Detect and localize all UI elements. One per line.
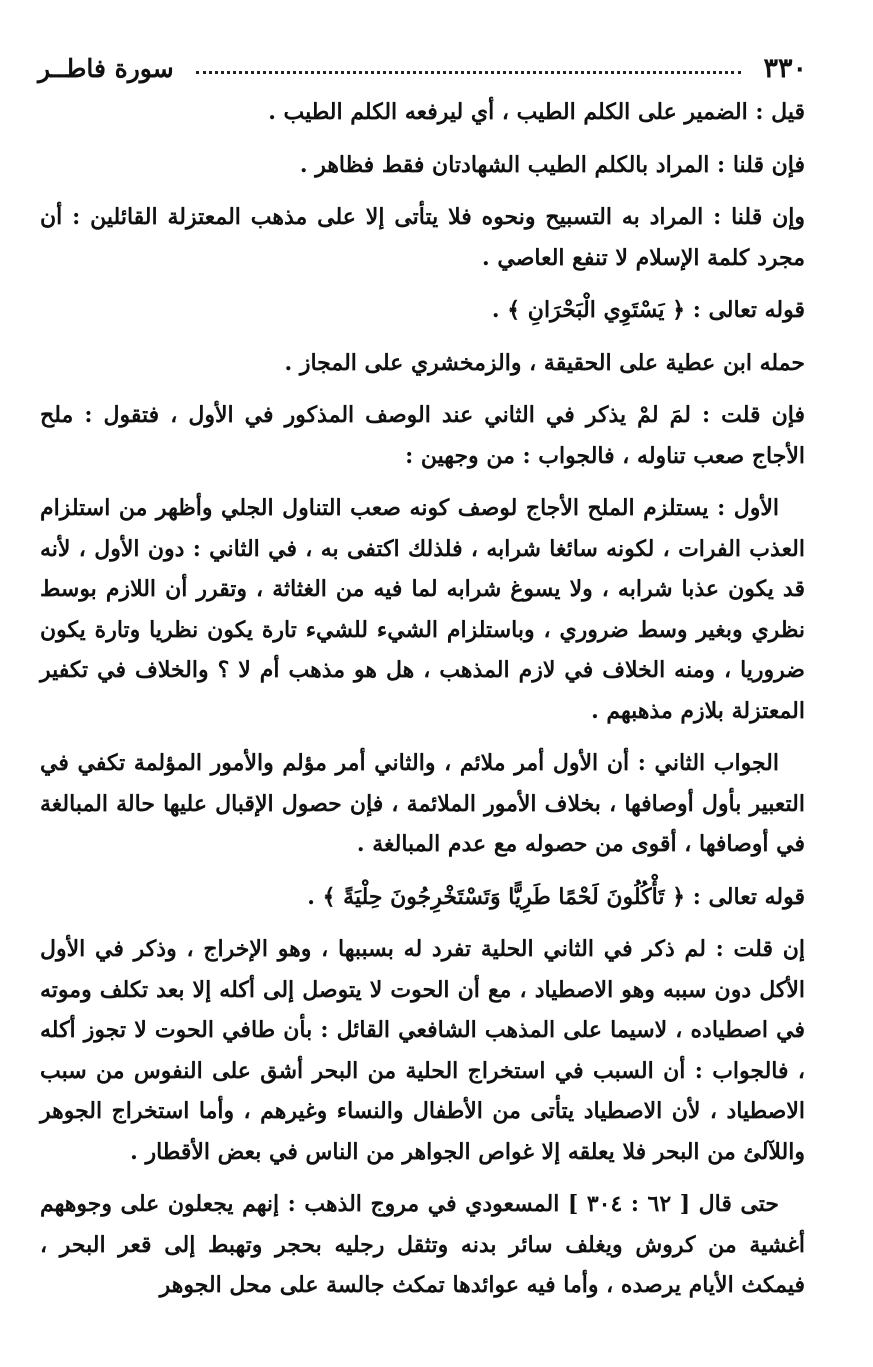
paragraph: الأول : يستلزم الملح الأجاج لوصف كونه صعب التناول الجلي وأظهر من استلزام العذب الفرات ، لكونه سائغا شرابه ، فلذلك اكتفى به ، في الثاني : دون الأول ، لأنه قد يكون عذبا شرابه ، ولا يسوغ شرابه لما فيه من الغثاثة ، وتقرر أن اللازم بوسط نظري وبغير وسط ضروري ، وباستلزام الشيء للشيء تارة يكون نظريا وتارة يكون ضروريا ، ومنه الخلاف في لازم المذهب ، هل هو مذهب أم لا ؟ والخلاف في تكفير المعتزلة بلازم مذهبهم . — [40, 495, 805, 724]
paragraph: قيل : الضمير على الكلم الطيب ، أي ليرفعه الكلم الطيب . — [268, 99, 805, 125]
verse-paragraph: قوله تعالى : ﴿ تَأْكُلُونَ لَحْمًا طَرِيًّا وَتَسْتَخْرِجُونَ حِلْيَةً ﴾ . — [307, 883, 805, 910]
paragraph: الجواب الثاني : أن الأول أمر ملائم ، والثاني أمر مؤلم والأمور المؤلمة تكفي في التعبير بأول أوصافها ، بخلاف الأمور الملائمة ، فإن حصول الإقبال عليها حالة المبالغة في أوصافها ، أقوى من حصوله مع عدم المبالغة . — [40, 750, 805, 857]
paragraph: حمله ابن عطية على الحقيقة ، والزمخشري على المجاز . — [284, 349, 805, 376]
page-header — [38, 48, 807, 88]
paragraph: حتى قال [ ٦٢ : ٣٠٤ ] المسعودي في مروج الذهب : إنهم يجعلون على وجوههم أغشية من كروش ويغلف سائر بدنه وتثقل رجليه بحجر وتهبط إلى قعر البحر ، فيمكث الأيام يرصده ، وأما فيه عوائدها تمكث جالسة على محل الجوهر — [40, 1191, 805, 1298]
surah-title: سورة فاطــر — [38, 53, 174, 83]
page-body — [40, 92, 805, 1318]
verse-paragraph: قوله تعالى : ﴿ يَسْتَوِي الْبَحْرَانِ ﴾ . — [491, 297, 805, 323]
paragraph: فإن قلت : لمَ لمْ يذكر في الثاني عند الوصف المذكور في الأول ، فتقول : ملح الأجاج صعب تناوله ، فالجواب : من وجهين : — [40, 402, 805, 469]
header-dotted-rule — [196, 71, 742, 74]
paragraph: وإن قلنا : المراد به التسبيح ونحوه فلا يتأتى إلا على مذهب المعتزلة القائلين : أن مجرد كلمة الإسلام لا تنفع العاصي . — [40, 204, 805, 271]
paragraph: إن قلت : لم ذكر في الثاني الحلية تفرد له بسببها ، وهو الإخراج ، وذكر في الأول الأكل دون سببه وهو الاصطياد ، مع أن الحوت لا يتوصل إلى أكله إلا بعد تكلف وموته في اصطياده ، لاسيما على المذهب الشافعي القائل : بأن طافي الحوت لا تجوز أكله ، فالجواب : أن السبب في استخراج الحلية من البحر أشق على النفوس من سبب الاصطياد ، لأن الاصطياد يتأتى من الأطفال والنساء وغيرهم ، وأما استخراج الجوهر واللآلئ من البحر فلا يعلقه إلا غواص الجواهر من الناس في بعض الأقطار . — [40, 936, 805, 1165]
page-number: ٣٣٠ — [763, 52, 807, 84]
paragraph: فإن قلنا : المراد بالكلم الطيب الشهادتان فقط فظاهر . — [299, 151, 805, 178]
